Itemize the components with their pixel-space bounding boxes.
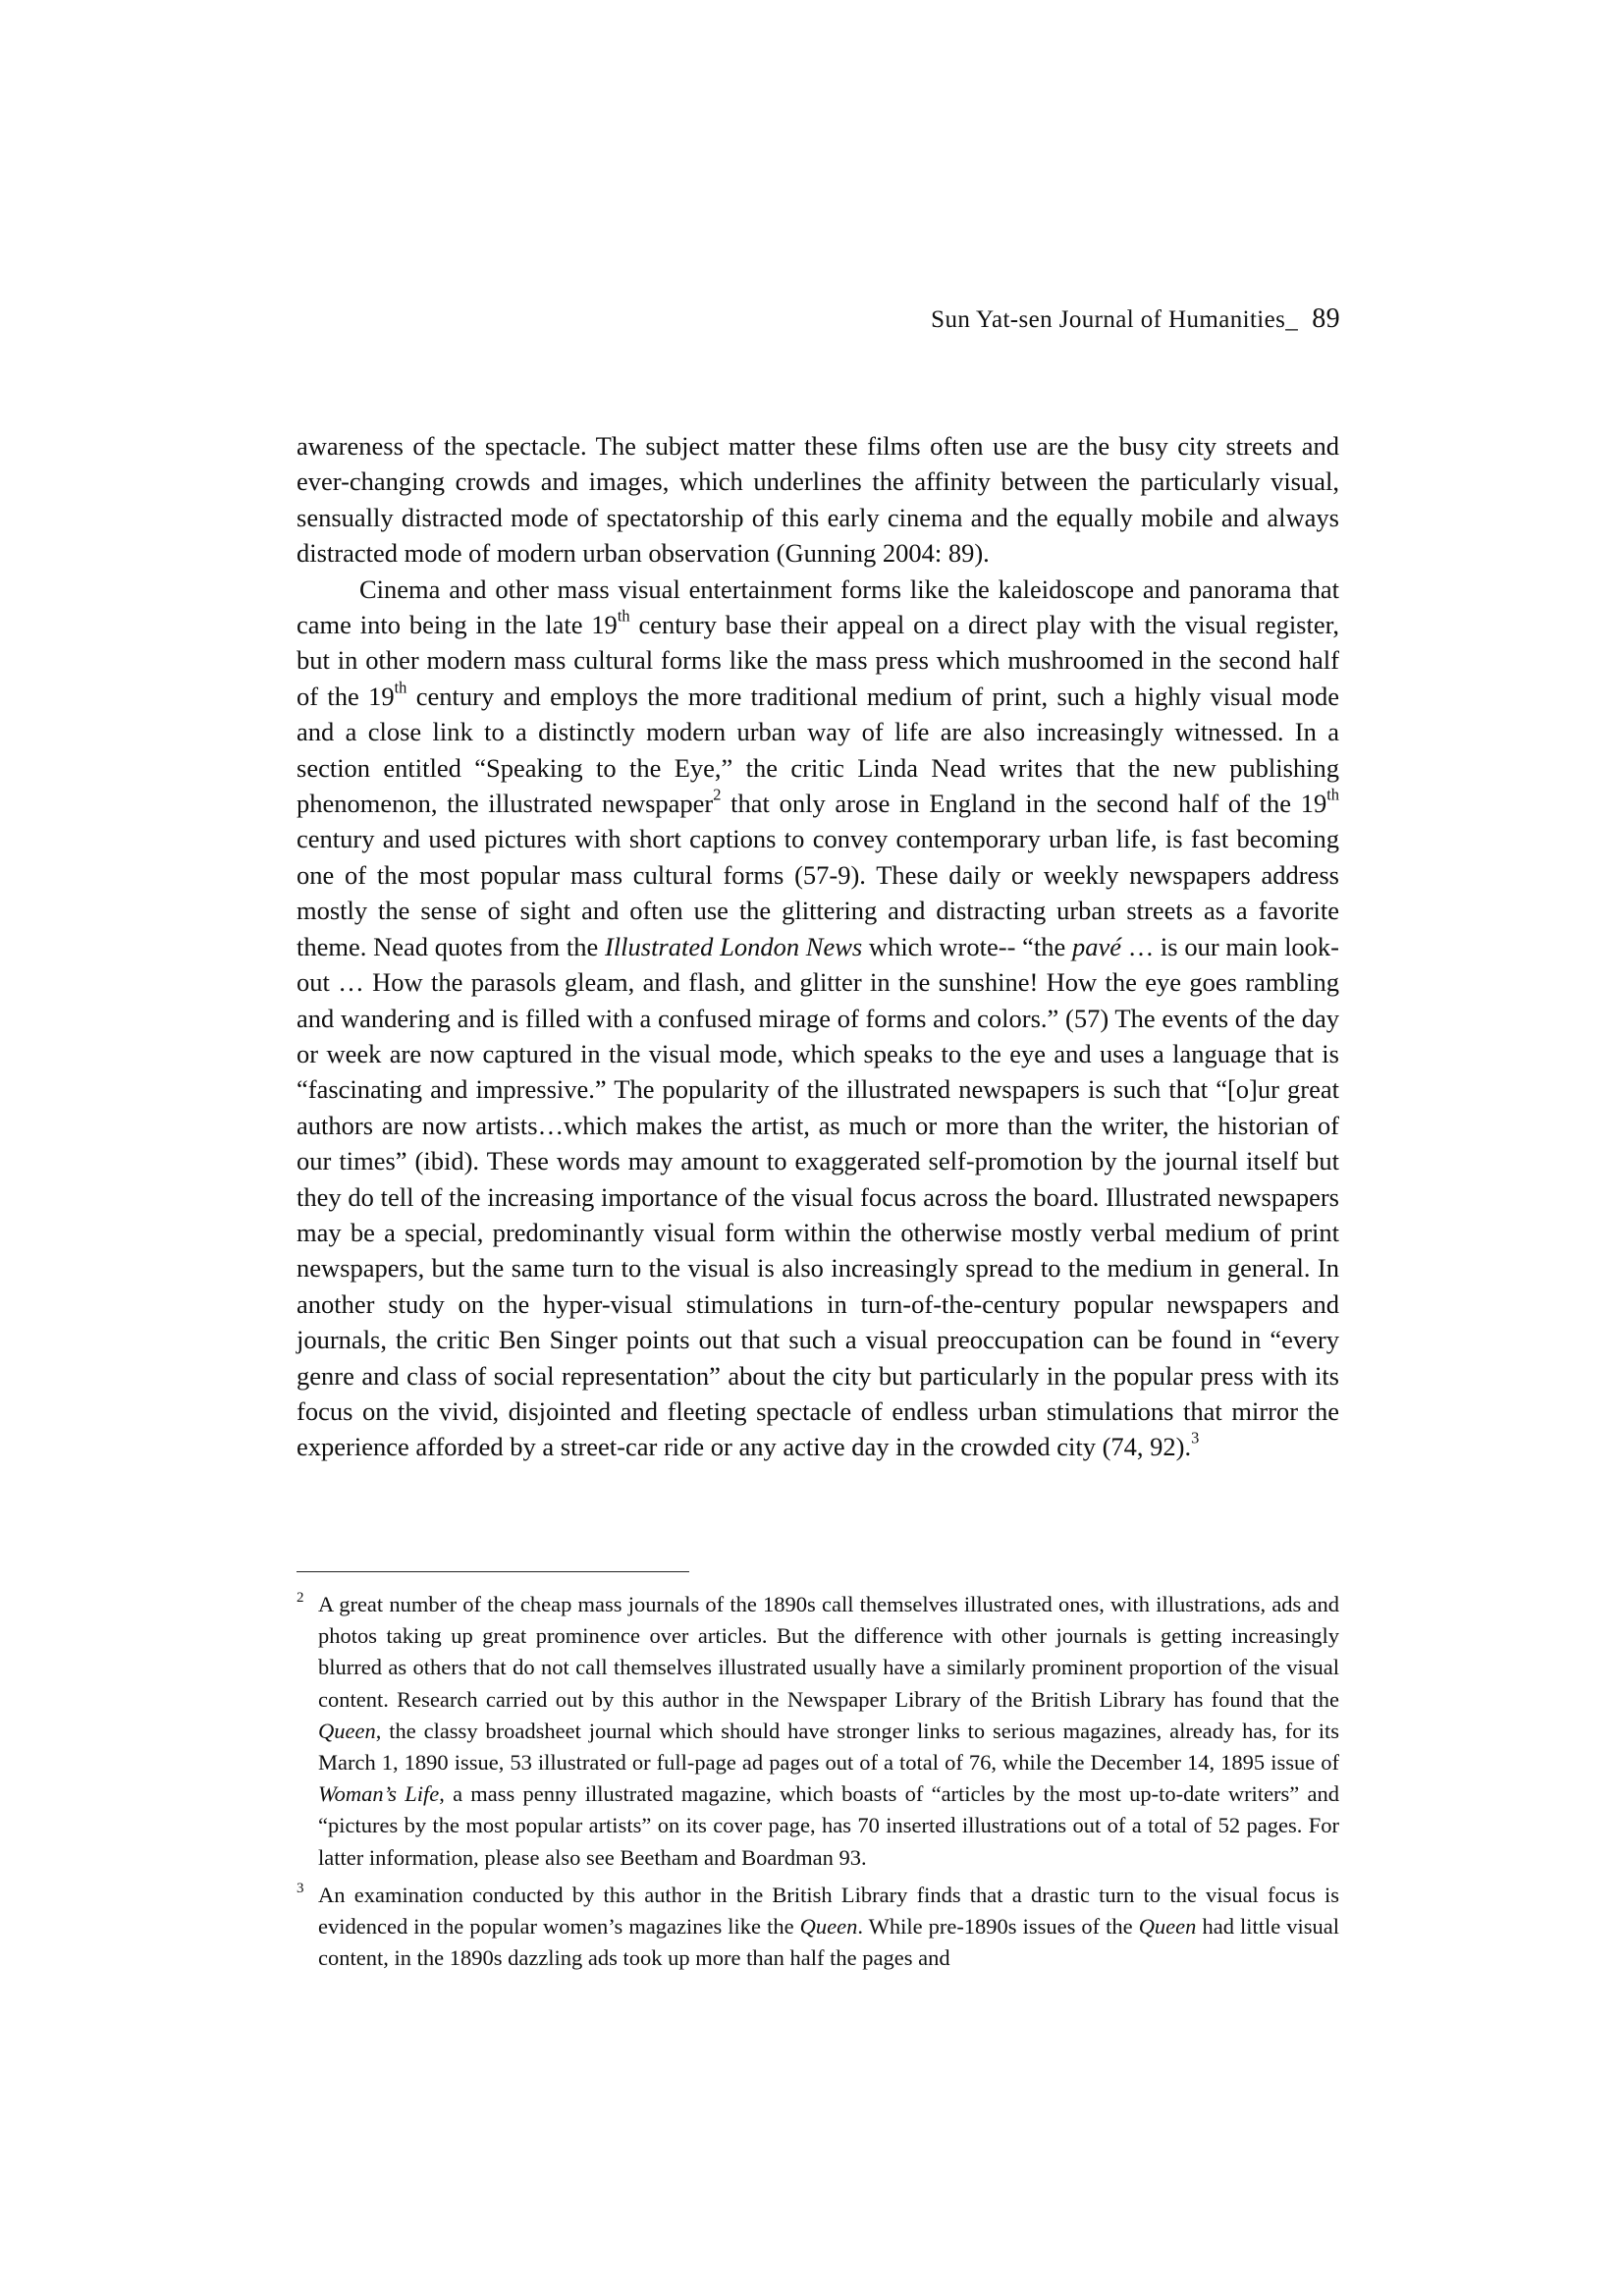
paragraph-cinema: Cinema and other mass visual entertainment forms like the kaleidoscope and panorama that came into being in the late 19th century base their appeal on a direct play with the visual register, but in other modern mass cultural forms like the mass press which mushroomed in the second half of the 19th century and employs the more traditional medium of print, such a highly visual mode and a close link to a distinctly modern urban way of life are also increasingly witnessed. In a section entitled “Speaking to the Eye,” the critic Linda Nead writes that the new publishing phenomenon, the illustrated newspaper$^2$ that only arose in England in the second half of the 19th century and used pictures with short captions to convey contemporary urban life, is fast becoming one of the most popular mass cultural forms (57-9). These daily or weekly newspapers address mostly the sense of sight and often use the glittering and distracting urban streets as a favorite theme. Nead quotes from the Illustrated London News which wrote-- “the pavé … is our main look-out … How the parasols gleam, and flash, and glitter in the sunshine! How the eye goes rambling and wandering and is filled with a confused mirage of forms and colors.” (57) The events of the day or week are now captured in the visual mode, which speaks to the eye and uses a language that is “fascinating and impressive.” The popularity of the illustrated newspapers is such that “[o]ur great authors are now artists…which makes the artist, as much or more than the writer, the historian of our times” (ibid). These words may amount to exaggerated self-promotion by the journal itself but they do tell of the increasing importance of the visual focus across the board. Illustrated newspapers may be a special, predominantly visual form within the otherwise mostly verbal medium of print newspapers, but the same turn to the visual is also increasingly spread to the medium in general. In another study on the hyper-visual stimulations in turn-of-the-century popular newspapers and journals, the critic Ben Singer points out that such a visual preoccupation can be found in “every genre and class of social representation” about the city but particularly in the popular press with its focus on the vivid, disjointed and fleeting spectacle of endless urban stimulations that mirror the experience afforded by a street-car ride or any active day in the crowded city (74, 92).$^3$ — [297, 574, 1340, 1462]
superscript-th: th — [617, 606, 630, 626]
paragraph-continued: awareness of the spectacle. The subject matter these films often use are the busy city streets and ever-changing crowds and images, which underlines the affinity between the particularly visual, sensually distracted mode of spectatorship of this early cinema and the equally mobile and always distracted mode of modern urban observation (Gunning 2004: 89). — [297, 431, 1339, 569]
italic-title: Illustrated London News — [604, 931, 863, 961]
footnotes — [297, 1589, 1339, 1980]
footnote-ref-3[interactable]: 3 — [1191, 1429, 1200, 1449]
footnote-2: 2 A great number of the cheap mass journals of the 1890s call themselves illustrated ones, with illustrations, ads and photos taking up great prominence over articles. But the difference with other journals is getting increasingly blurred as others that do not call themselves illustrated usually have a similarly prominent proportion of the visual content. Research carried out by this author in the Newspaper Library of the British Library has found that the Queen, the classy broadsheet journal which should have stronger links to serious magazines, already has, for its March 1, 1890 issue, 53 illustrated or full-page ad pages out of a total of 76, while the December 14, 1895 issue of Woman’s Life, a mass penny illustrated magazine, which boasts of “articles by the most up-to-date writers” and “pictures by the most popular artists” on its cover page, has 70 inserted illustrations out of a total of 52 pages. For latter information, please also see Beetham and Boardman 93. — [297, 1589, 1339, 1874]
footnote-divider — [297, 1571, 689, 1572]
page-number: 89 — [1312, 303, 1340, 334]
footnote-3: 3 An examination conducted by this author in the British Library finds that a drastic turn to the visual focus is evidenced in the popular women’s magazines like the Queen. While pre-1890s issues of the Queen had little visual content, in the 1890s dazzling ads took up more than half the pages and — [297, 1880, 1339, 1975]
superscript-th: th — [1326, 785, 1339, 804]
italic-word: pavé — [1071, 931, 1121, 961]
footnote-ref-2[interactable]: 2 — [713, 785, 722, 804]
superscript-th: th — [394, 678, 407, 697]
body-text — [297, 428, 1339, 1465]
running-header — [931, 303, 1340, 335]
footnote-number: 3 — [297, 1880, 304, 1896]
journal-title: Sun Yat-sen Journal of Humanities_ — [931, 306, 1299, 333]
footnote-number: 2 — [297, 1590, 304, 1606]
